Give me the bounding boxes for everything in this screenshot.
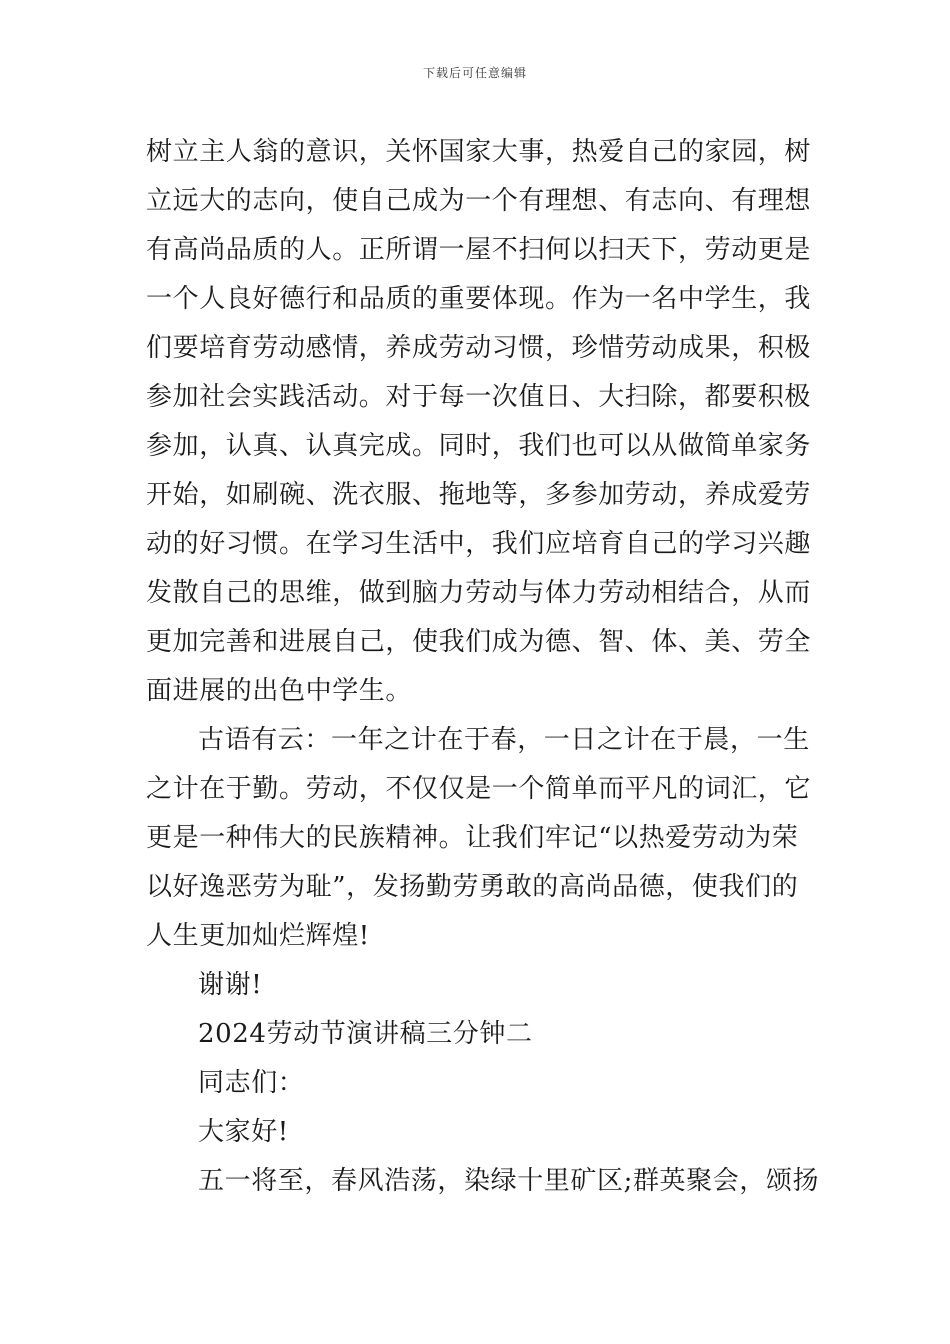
text-line: 树立主人翁的意识，关怀国家大事，热爱自己的家园，树: [146, 137, 812, 167]
header-note: 下载后可任意编辑: [422, 66, 527, 80]
text-line: 更是一种伟大的民族精神。让我们牢记“以热爱劳动为荣: [146, 823, 799, 853]
text-line: 有高尚品质的人。正所谓一屋不扫何以扫天下，劳动更是: [146, 235, 812, 265]
text-line: 以好逸恶劳为耻”，发扬勤劳勇敢的高尚品德，使我们的: [146, 872, 799, 902]
text-line: 面进展的出色中学生。: [146, 676, 413, 706]
text-line: 古语有云：一年之计在于春，一日之计在于晨，一生: [198, 725, 810, 755]
text-line: 立远大的志向，使自己成为一个有理想、有志向、有理想: [146, 186, 812, 216]
text-line: 参加社会实践活动。对于每一次值日、大扫除，都要积极: [146, 382, 812, 412]
text-line: 开始，如刷碗、洗衣服、拖地等，多参加劳动，养成爱劳: [146, 480, 812, 510]
text-line: 发散自己的思维，做到脑力劳动与体力劳动相结合，从而: [146, 578, 812, 608]
body-text: [146, 128, 820, 1206]
text-line: 同志们：: [198, 1068, 305, 1098]
text-line: 大家好!: [198, 1117, 289, 1147]
text-line: 一个人良好德行和品质的重要体现。作为一名中学生，我: [146, 284, 812, 314]
text-line: 五一将至，春风浩荡，染绿十里矿区;群英聚会，颂扬: [198, 1166, 820, 1196]
text-line: 谢谢!: [198, 970, 263, 1000]
text-line: 之计在于勤。劳动，不仅仅是一个简单而平凡的词汇，它: [146, 774, 812, 804]
text-line: 2024劳动节演讲稿三分钟二: [198, 1019, 533, 1049]
text-line: 动的好习惯。在学习生活中，我们应培育自己的学习兴趣: [146, 529, 812, 559]
text-line: 人生更加灿烂辉煌!: [146, 921, 370, 951]
text-line: 更加完善和进展自己，使我们成为德、智、体、美、劳全: [146, 627, 812, 657]
text-line: 参加，认真、认真完成。同时，我们也可以从做简单家务: [146, 431, 812, 461]
text-line: 们要培育劳动感情，养成劳动习惯，珍惜劳动成果，积极: [146, 333, 812, 363]
